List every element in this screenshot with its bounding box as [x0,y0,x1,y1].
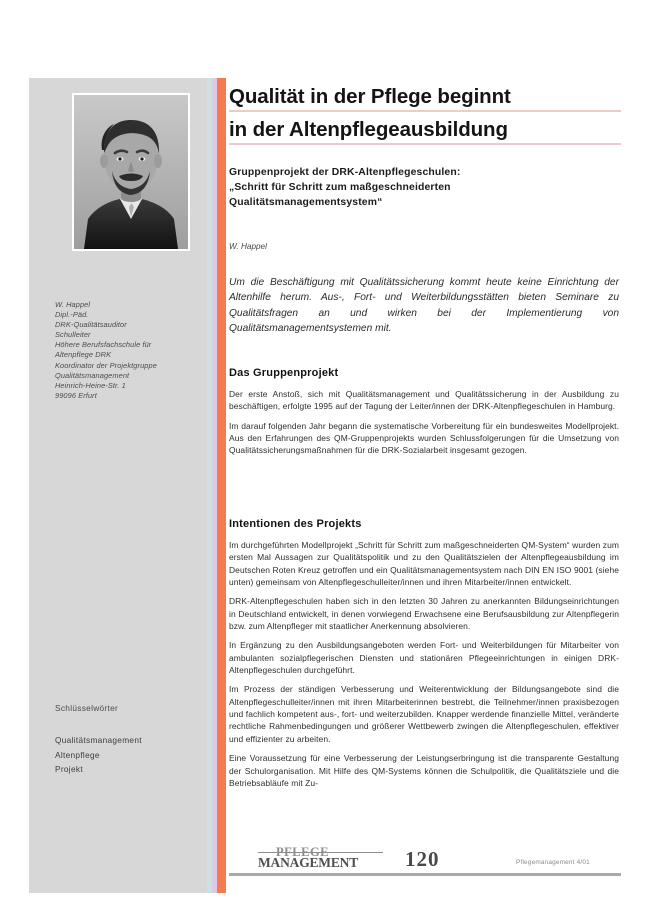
bio-line: DRK-Qualitätsauditor [55,320,127,330]
bio-line: 99096 Erfurt [55,390,97,400]
paragraph: Im darauf folgenden Jahr begann die systematische Vorbereitung für ein bundesweites Modellprojekt. Aus den Erfahrungen des QM-Gruppenprojekts wurden Schlussfolgerungen für die Umsetzung von Qualitätssicherungsmaßnahmen für die DRK-Sozialarbeit insgesamt gezogen. [229,420,619,456]
bio-line: Koordinator der Projektgruppe [55,360,157,370]
page-footer [229,845,621,885]
subtitle-line: Gruppenprojekt der DRK-Altenpflegeschulen: [229,167,461,178]
title-line-2: in der Altenpflegeausbildung [229,118,621,145]
section-heading-gruppenprojekt: Das Gruppenprojekt [229,367,339,379]
footer-rule [229,873,621,876]
bio-line: Schulleiter [55,330,91,340]
portrait-illustration [74,95,188,249]
bio-line: Qualitätsmanagement [55,370,130,380]
section-heading-intentionen: Intentionen des Projekts [229,518,362,530]
keyword-item: Projekt [55,764,83,775]
keywords-heading: Schlüsselwörter [55,703,119,713]
subtitle-line: „Schritt für Schritt zum maßgeschneiderten [229,182,451,194]
page-number: 120 [405,847,440,871]
article-title [229,85,621,151]
title-line-1: Qualität in der Pflege beginnt [229,85,621,112]
keyword-item: Qualitätsmanagement [55,735,142,745]
keyword-item: Altenpflege [55,749,100,760]
bio-line: Dipl.-Päd. [55,310,89,320]
paragraph: DRK-Altenpflegeschulen haben sich in den letzten 30 Jahren zu anerkannten Bildungseinrichtungen in Deutschland entwickelt, in denen vorwiegend Erwachsene eine Berufsausbildung zur Altenpflegerin bzw. zum Altenpfleger mit staatlicher Anerkennung absolvieren. [229,596,619,632]
article-byline: W. Happel [229,242,267,251]
subtitle-line: Qualitätsmanagementsystem“ [229,197,383,209]
keywords-list [55,733,142,777]
paragraph: Im durchgeführten Modellprojekt „Schritt für Schritt zum maßgeschneiderten QM-System“ wurden zum ersten Mal Aussagen zur Qualitätspolitik und zu den Qualitätszielen der Altenpflegeausbildung im Deutschen Roten Kreuz getroffen und ein Qualitätsmanagementsystem nach DIN EN ISO 9001 (siehe unten) gemeinsam von Altenpflegeschulleiter/innen und ihren Mitarbeiter/innen entwickelt. [229,540,619,588]
article-subtitle [229,165,614,211]
paragraph: Der erste Anstoß, sich mit Qualitätsmanagement und Qualitätssicherung in der Ausbildung zu beschäftigen, erfolgte 1995 auf der Tagung der Leiter/innen der DRK-Altenpflegeschulen in Hamburg. [229,389,619,412]
author-bio [55,300,205,401]
bio-line: Höhere Berufsfachschule für [55,340,152,350]
logo-text-management: MANAGEMENT [258,855,358,870]
bio-line: Altenpflege DRK [55,350,112,360]
journal-logo [258,845,383,871]
bio-line: W. Happel [55,300,91,309]
journal-reference: Pflegemanagement 4/01 [516,859,590,866]
accent-bar-orange [217,78,226,893]
article-abstract: Um die Beschäftigung mit Qualitätssicherung kommt heute keine Einrichtung der Altenhilfe herum. Aus-, Fort- und Weiterbildungsstätten bieten Seminare zu Qualitätsfragen an und wirken bei der Implementierung von Qualitätsmanagementsystemen mit. [229,277,619,335]
section-body-gruppenprojekt [229,388,619,464]
paragraph: Eine Voraussetzung für eine Verbesserung der Leistungserbringung ist die transparente Gestaltung der Schulorganisation. Mit Hilfe des QM-Systems können die Schulpolitik, die Qualitätsziele und die Betriebsabläufe mit Zu- [229,753,619,788]
main-content-column [229,78,621,893]
logo-text-pflege: PFLEGE [276,845,330,859]
paragraph: In Ergänzung zu den Ausbildungsangeboten werden Fort- und Weiterbildungen für Mitarbeiter von ambulanten sozialpflegerischen Diensten und stationären Pflegeeinrichtungen in einigen DRK-Altenpflegeschulen durchgeführt. [229,640,619,676]
bio-line: Heinrich-Heine-Str. 1 [55,380,126,390]
paragraph: Im Prozess der ständigen Verbesserung und Weiterentwicklung der Bildungsangebote sind die Altenpflegeschulleiter/innen mit ihren Mitarbeiterinnen bestrebt, die Teilnehmer/innen praxisbezogen und fachlich kompetent aus-, fort- und weiterzubilden. Knapper werdende finanzielle Mittel, veränderte rechtliche Rahmenbedingungen und größerer Wettbewerb zwingen die Altenpflegeschulen, effektiver und effizienter zu arbeiten. [229,684,619,744]
section-body-intentionen [229,539,619,796]
author-portrait-photo [74,95,188,249]
